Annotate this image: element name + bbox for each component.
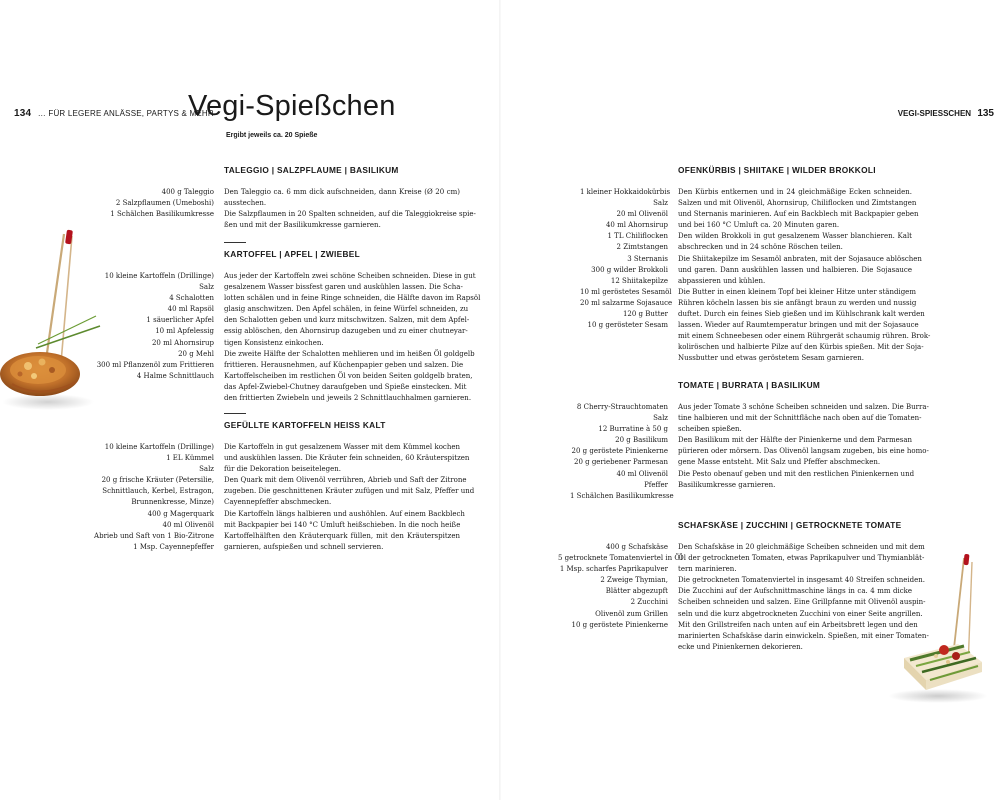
instruction-line: lassen. Wieder auf Raumtemperatur bringen und mit der Sojasauce [678, 321, 919, 330]
instruction-line: Salzen und mit Olivenöl, Ahornsirup, Chiliflocken und Zimtstangen [678, 199, 917, 208]
ingredient-item: 2 Zweige Thymian, [600, 576, 668, 585]
instruction-line: pürieren oder mörsern. Das Olivenöl langsam zugeben, bis eine homo- [678, 447, 929, 456]
instruction-line: zugeben. Die geschnittenen Kräuter zufügen und mit Salz, Pfeffer und [224, 487, 475, 496]
ingredient-item: 400 g Magerquark [147, 509, 214, 518]
instruction-line: Die getrockneten Tomatenviertel in insgesamt 40 Streifen schneiden. [678, 576, 926, 585]
page-title: Vegi-Spießchen [188, 90, 396, 122]
section-title: TALEGGIO | SALZPFLAUME | BASILIKUM [224, 165, 399, 175]
instruction-line: Den Basilikum mit der Hälfte der Pinienkerne und dem Parmesan [678, 436, 912, 445]
section-divider [224, 413, 246, 414]
instruction-line: scheiben spießen. [678, 425, 742, 434]
ingredient-item: 10 kleine Kartoffeln (Drillinge) [104, 272, 214, 280]
ingredient-item: 1 Schälchen Basilikumkresse [570, 491, 674, 500]
section-title: GEFÜLLTE KARTOFFELN HEISS KALT [224, 420, 386, 430]
section-title: TOMATE | BURRATA | BASILIKUM [678, 380, 821, 390]
ingredient-item: 2 Salzpflaumen (Umeboshi) [115, 199, 214, 208]
potato-skewer-photo-icon [0, 224, 115, 414]
section-title: OFENKÜRBIS | SHIITAKE | WILDER BROKKOLI [678, 165, 876, 175]
instruction-line: Die Pesto obenauf geben und mit den restlichen Pinienkernen und [678, 469, 915, 478]
ingredient-item: 1 säuerlicher Apfel [146, 316, 214, 325]
ingredient-item: Abrieb und Saft von 1 Bio-Zitrone [94, 531, 214, 540]
ingredient-list [570, 402, 678, 502]
ingredient-item: Blätter abgezupft [605, 587, 668, 596]
section-divider [224, 242, 246, 243]
instruction-line: den frittierten Zwiebeln und jeweils 2 Schnittlauchhalmen garnieren. [224, 394, 472, 403]
ingredient-item: 10 kleine Kartoffeln (Drillinge) [104, 443, 214, 451]
ingredient-item: 10 g geröstete Pinienkerne [571, 620, 668, 629]
ingredient-item: 20 g geröstete Pinienkerne [571, 447, 668, 456]
feta-zucchini-skewer-photo-icon [886, 540, 990, 705]
instruction-line: essig ablöschen, den Ahornsirup dazugeben und zu einer chutneyar- [224, 327, 468, 336]
left-running-title: … FÜR LEGERE ANLÄSSE, PARTYS & MEHR [37, 109, 214, 118]
recipe-columns [570, 402, 929, 502]
instruction-line: tigen Konsistenz einkochen. [224, 338, 324, 347]
ingredient-item: 20 g Basilikum [615, 436, 668, 445]
ingredient-item: 20 ml Olivenöl [616, 210, 668, 219]
ingredient-item: Salz [199, 283, 214, 292]
ingredient-item: Pfeffer [644, 480, 668, 489]
instruction-line: Die Kartoffeln längs halbieren und aushöhlen. Auf einem Backblech [224, 509, 465, 518]
ingredient-item: 12 Burratine à 50 g [598, 425, 668, 434]
ingredient-item: 1 Schälchen Basilikumkresse [110, 210, 214, 219]
instruction-line: Aus jeder der Kartoffeln zwei schöne Scheiben schneiden. Diese in gut [224, 272, 476, 280]
instruction-line: Den Kürbis entkernen und in 24 gleichmäßige Ecken schneiden. [678, 188, 912, 196]
recipe-section-taleggio [110, 165, 476, 231]
instruction-line: Den Schafskäse in 20 gleichmäßige Scheiben schneiden und mit dem [678, 543, 925, 551]
ingredient-item: 20 ml Ahornsirup [151, 338, 214, 347]
ingredient-item: Olivenöl zum Grillen [595, 609, 668, 618]
ingredient-list [558, 542, 683, 653]
instruction-line: frittieren. Herausnehmen, auf Küchenpapier geben und salzen. Die [224, 360, 464, 369]
instruction-line: Öl der getrockneten Tomaten, etwas Paprikapulver und Thymianblät- [678, 554, 925, 563]
instruction-line: Die Shiitakepilze im Sesamöl anbraten, mit der Sojasauce ablöschen [678, 254, 922, 263]
yield-note: Ergibt jeweils ca. 20 Spieße [226, 132, 318, 139]
instruction-line: Die Butter in einen kleinem Topf bei kleiner Hitze unter ständigem [678, 287, 916, 296]
instruction-line: seln und die kurz abgetrockneten Zucchini von einer Seite angrillen. [678, 609, 923, 618]
instruction-line: das Apfel-Zwiebel-Chutney daraufgeben und Spieße einstecken. Mit [224, 382, 467, 391]
ingredient-item: 8 Cherry-Strauchtomaten [576, 403, 668, 411]
right-page-header [898, 108, 994, 119]
instruction-line: abschrecken und in 24 schöne Röschen teilen. [678, 243, 843, 252]
ingredient-item: 2 Zucchini [630, 598, 668, 607]
instruction-line: für die Dekoration beiseitelegen. [224, 465, 342, 474]
instruction-line: tine halbieren und mit der Schnittfläche nach oben auf die Tomaten- [678, 414, 922, 423]
ingredient-item: 40 ml Olivenöl [162, 520, 214, 529]
instruction-line: und Sternanis marinieren. Auf ein Backblech mit Backpapier geben [678, 210, 919, 219]
ingredient-list [580, 187, 678, 365]
ingredient-item: Salz [199, 465, 214, 474]
ingredient-item: 40 ml Ahornsirup [605, 221, 668, 230]
ingredient-item: 20 ml salzarme Sojasauce [580, 298, 673, 307]
recipe-columns [96, 271, 481, 404]
instruction-line: Rühren köcheln lassen bis sie anfängt braun zu werden und nussig [678, 298, 917, 307]
instruction-line: Kartoffelhälften den Kräuterquark füllen, mit den Kräuterspitzen [224, 531, 460, 540]
ingredient-item: 10 ml Apfelessig [155, 327, 214, 336]
right-page-number: 135 [977, 108, 994, 119]
ingredient-item: Brunnenkresse, Minze) [131, 498, 214, 507]
recipe-columns [110, 187, 476, 231]
ingredient-list [0, 442, 224, 553]
instruction-line: gene Masse entsteht. Mit Salz und Pfeffer abschmecken. [678, 458, 881, 467]
instruction-line: glasig anschwitzen. Den Apfel schälen, in feine Würfel schneiden, zu [224, 305, 469, 314]
ingredient-item: 1 kleiner Hokkaidokürbis [580, 188, 671, 196]
ingredient-item: 400 g Schafskäse [605, 543, 668, 551]
instruction-line: tern marinieren. [678, 565, 737, 574]
instruction-line: ecke und Pinienkernen dekorieren. [678, 642, 803, 651]
instruction-line: Die zweite Hälfte der Schalotten mehlieren und im heißen Öl goldgelb [224, 349, 475, 358]
recipe-columns [558, 542, 929, 653]
ingredient-item: Schnittlauch, Kerbel, Estragon, [102, 487, 214, 496]
instruction-line: Nussbutter und etwas geröstetem Sesam garnieren. [678, 354, 865, 363]
instruction-line: abpassieren und kühlen. [678, 276, 766, 285]
instruction-text [224, 271, 481, 404]
instruction-line: Die Zucchini auf der Aufschnittmaschine längs in ca. 4 mm dicke [678, 587, 912, 596]
ingredient-item: 20 g geriebener Parmesan [573, 458, 668, 467]
recipe-section-kartoffel-apfel [96, 242, 481, 404]
instruction-line: Mit den Grillstreifen nach unten auf ein Arbeitsbrett legen und den [678, 620, 918, 629]
instruction-text [224, 187, 476, 231]
ingredient-item: 1 Msp. Cayennepfeffer [133, 542, 214, 551]
instruction-line: duftet. Durch ein feines Sieb gießen und im Kühlschrank kalt werden [678, 310, 925, 319]
instruction-line: ausstechen. [224, 199, 267, 208]
instruction-line: garnieren, aufspießen und schnell servieren. [224, 542, 384, 551]
ingredient-item: 40 ml Rapsöl [167, 305, 214, 314]
ingredient-item: 20 g Mehl [178, 349, 214, 358]
ingredient-item: 20 g frische Kräuter (Petersilie, [101, 476, 214, 485]
recipe-section-gefuellte-kartoffeln [94, 413, 475, 553]
instruction-line: Basilikumkresse garnieren. [678, 480, 776, 489]
recipe-columns [94, 442, 475, 553]
ingredient-item: 10 ml geröstetes Sesamöl [580, 287, 672, 296]
left-page-number: 134 [14, 108, 32, 119]
instruction-line: ßen und mit der Basilikumkresse garnieren. [224, 221, 381, 230]
recipe-section-schafskaese [558, 520, 929, 653]
instruction-line: Den Quark mit dem Olivenöl verrühren, Abrieb und Saft der Zitrone [224, 476, 467, 485]
section-title: SCHAFSKÄSE | ZUCCHINI | GETROCKNETE TOMATE [678, 520, 902, 530]
ingredient-item: 4 Halme Schnittlauch [136, 371, 214, 380]
recipe-section-ofenkuerbis [580, 165, 931, 365]
instruction-line: Kartoffelscheiben im restlichen Öl von beiden Seiten goldgelb braten, [224, 371, 473, 380]
instruction-text [678, 187, 931, 365]
instruction-line: Den wilden Brokkoli in gut gesalzenem Wasser blanchieren. Kalt [678, 232, 912, 241]
instruction-line: und bei 160 °C Umluft ca. 20 Minuten garen. [678, 221, 840, 230]
ingredient-item: 10 g gerösteter Sesam [587, 321, 668, 330]
instruction-line: den Schalotten geben und kurz mitschwitzen. Salzen, mit dem Apfel- [224, 316, 470, 325]
instruction-line: koliröschen und halbierte Pilze auf den Kürbis spießen. Mit der Soja- [678, 343, 924, 352]
ingredient-item: Salz [653, 199, 668, 208]
instruction-line: Aus jeder Tomate 3 schöne Scheiben schneiden und salzen. Die Burra- [678, 403, 929, 411]
section-title: KARTOFFEL | APFEL | ZWIEBEL [224, 249, 360, 259]
ingredient-item: 1 EL Kümmel [166, 454, 214, 463]
instruction-line: gesalzenem Wasser bissfest garen und auskühlen lassen. Die Scha- [224, 283, 463, 292]
instruction-line: Cayennepfeffer abschmecken. [224, 498, 332, 507]
recipe-columns [580, 187, 931, 365]
ingredient-item: 12 Shiitakepilze [610, 276, 668, 285]
instruction-line: und auskühlen lassen. Die Kräuter fein schneiden, 60 Kräuterspitzen [224, 454, 470, 463]
instruction-line: lotten schälen und in feine Ringe schneiden, die Hälfte davon im Rapsöl [224, 294, 481, 303]
left-page-header [14, 108, 214, 119]
ingredient-item: 3 Sternanis [627, 254, 668, 263]
ingredient-item: 2 Zimtstangen [616, 243, 668, 252]
instruction-text [224, 442, 475, 553]
ingredient-item: 120 g Butter [622, 310, 668, 319]
recipe-section-tomate-burrata [570, 380, 929, 502]
instruction-line: und garen. Dann auskühlen lassen und halbieren. Die Sojasauce [678, 265, 912, 274]
right-running-title: VEGI-SPIESSCHEN [897, 109, 972, 118]
instruction-line: Die Kartoffeln in gut gesalzenem Wasser mit dem Kümmel kochen [224, 443, 460, 451]
instruction-line: mit Backpapier bei 140 °C Umluft heißschieben. In die noch heiße [224, 520, 461, 529]
ingredient-item: Salz [653, 414, 668, 423]
instruction-line: marinierten Schafskäse darin einwickeln. Spießen, mit einer Tomaten- [678, 631, 929, 640]
instruction-text [678, 402, 929, 502]
instruction-text [678, 542, 929, 653]
ingredient-item: 4 Schalotten [169, 294, 214, 303]
ingredient-item: 300 ml Pflanzenöl zum Frittieren [96, 360, 214, 369]
instruction-line: mit einem Schneebesen oder einem Rührgerät schaumig rühren. Brok- [678, 332, 931, 341]
ingredient-item: 40 ml Olivenöl [616, 469, 668, 478]
instruction-line: Den Taleggio ca. 6 mm dick aufschneiden, dann Kreise (Ø 20 cm) [224, 188, 460, 196]
ingredient-item: 5 getrocknete Tomatenviertel in Öl [558, 554, 683, 563]
page-spine [499, 0, 501, 800]
ingredient-item: 400 g Taleggio [161, 188, 214, 196]
ingredient-item: 1 Msp. scharfes Paprikapulver [559, 565, 668, 574]
ingredient-item: 1 TL Chiliflocken [607, 232, 668, 241]
instruction-line: Die Salzpflaumen in 20 Spalten schneiden, auf die Taleggiokreise spie- [224, 210, 476, 219]
ingredient-item: 300 g wilder Brokkoli [591, 265, 668, 274]
instruction-line: Scheiben schneiden und salzen. Eine Grillpfanne mit Olivenöl auspin- [678, 598, 926, 607]
